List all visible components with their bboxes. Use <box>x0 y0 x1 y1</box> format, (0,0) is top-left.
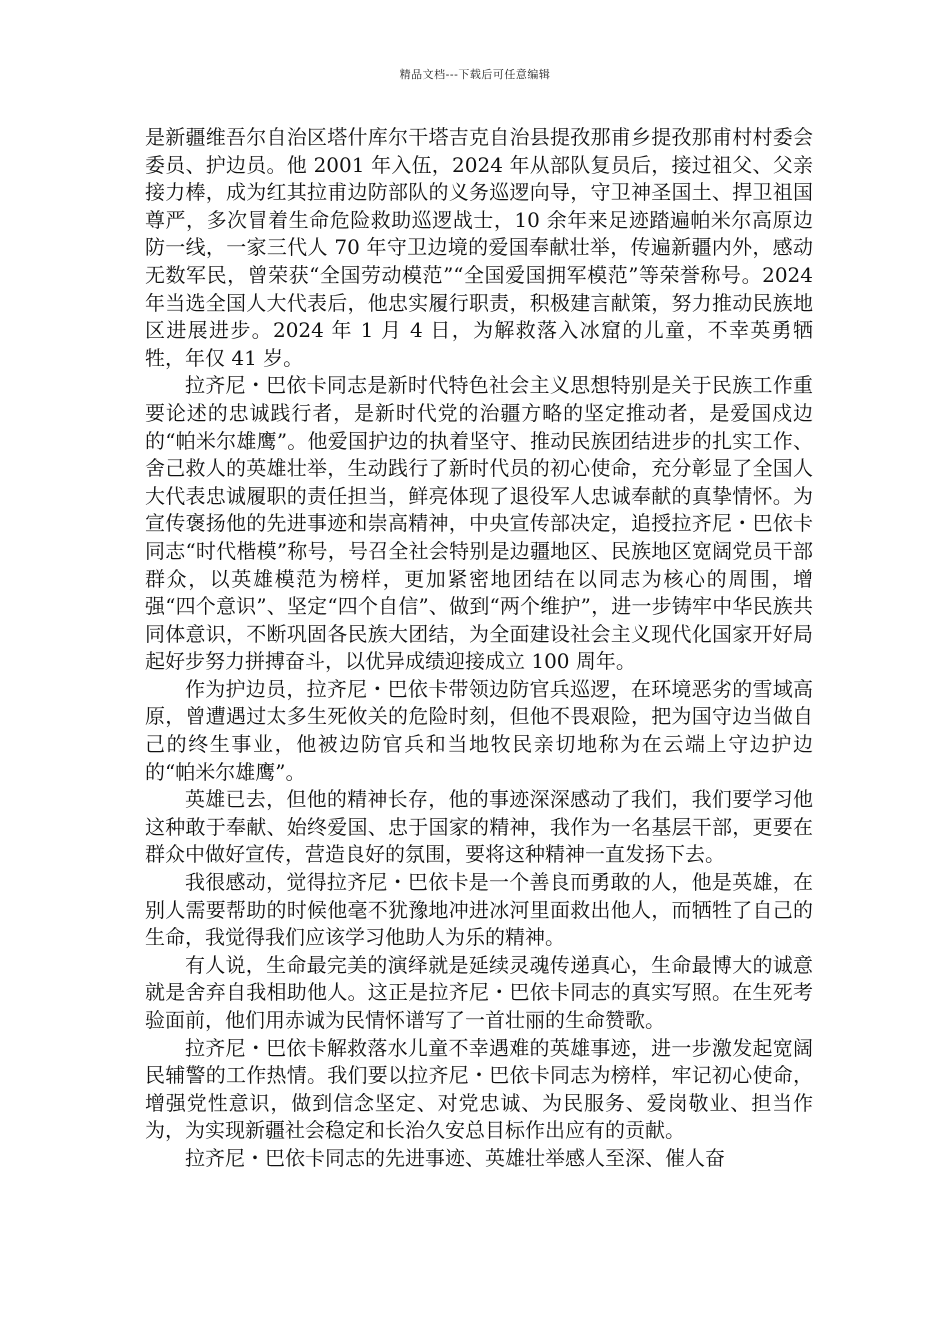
paragraph-2: 拉齐尼・巴依卡同志是新时代特色社会主义思想特别是关于民族工作重要论述的忠诚践行者，是新时代党的治疆方略的坚定推动者，是爱国戍边的“帕米尔雄鹰”。他爱国护边的执着坚守、推动民族团结进步的扎实工作、舍己救人的英雄壮举，生动践行了新时代员的初心使命，充分彰显了全国人大代表忠诚履职的责任担当，鲜亮体现了退役军人忠诚奉献的真挚情怀。为宣传褒扬他的先进事迹和崇高精神，中央宣传部决定，追授拉齐尼・巴依卡同志“时代楷模”称号，号召全社会特别是边疆地区、民族地区宽阔党员干部群众，以英雄模范为榜样，更加紧密地团结在以同志为核心的周围，增强“四个意识”、坚定“四个自信”、做到“两个维护”，进一步铸牢中华民族共同体意识，不断巩固各民族大团结，为全面建设社会主义现代化国家开好局起好步努力拼搏奋斗，以优异成绩迎接成立 100 周年。 <box>145 373 813 674</box>
page-header: 精品文档---下载后可任意编辑 <box>399 68 551 81</box>
paragraph-8: 拉齐尼・巴依卡同志的先进事迹、英雄壮举感人至深、催人奋 <box>185 1145 725 1170</box>
paragraph-3: 作为护边员，拉齐尼・巴依卡带领边防官兵巡逻，在环境恶劣的雪域高原，曾遭遇过太多生死攸关的危险时刻，但他不畏艰险，把为国守边当做自己的终生事业，他被边防官兵和当地牧民亲切地称为在云端上守边护边的“帕米尔雄鹰”。 <box>145 676 813 784</box>
paragraph-4: 英雄已去，但他的精神长存，他的事迹深深感动了我们，我们要学习他这种敢于奉献、始终爱国、忠于国家的精神，我作为一名基层干部，更要在群众中做好宣传，营造良好的氛围，要将这种精神一直发扬下去。 <box>145 787 813 867</box>
document-body <box>145 124 813 1173</box>
paragraph-1: 是新疆维吾尔自治区塔什库尔干塔吉克自治县提孜那甫乡提孜那甫村村委会委员、护边员。他 2001 年入伍，2024 年从部队复员后，接过祖父、父亲接力棒，成为红其拉甫边防部队的义务巡逻向导，守卫神圣国土、捍卫祖国尊严，多次冒着生命危险救助巡逻战士，10 余年来足迹踏遍帕米尔高原边防一线，一家三代人 70 年守卫边境的爱国奉献壮举，传遍新疆内外，感动无数军民，曾荣获“全国劳动模范”“全国爱国拥军模范”等荣誉称号。2024 年当选全国人大代表后，他忠实履行职责，积极建言献策，努力推动民族地区进展进步。2024 年 1 月 4 日，为解救落入冰窟的儿童，不幸英勇牺牲，年仅 41 岁。 <box>145 125 813 370</box>
paragraph-5: 我很感动，觉得拉齐尼・巴依卡是一个善良而勇敢的人，他是英雄，在别人需要帮助的时候他毫不犹豫地冲进冰河里面救出他人，而牺牲了自己的生命，我觉得我们应该学习他助人为乐的精神。 <box>145 870 813 950</box>
paragraph-6: 有人说，生命最完美的演绎就是延续灵魂传递真心，生命最博大的诚意就是舍弃自我相助他人。这正是拉齐尼・巴依卡同志的真实写照。在生死考验面前，他们用赤诚为民情怀谱写了一首壮丽的生命赞歌。 <box>145 952 813 1032</box>
paragraph-7: 拉齐尼・巴依卡解救落水儿童不幸遇难的英雄事迹，进一步激发起宽阔民辅警的工作热情。我们要以拉齐尼・巴依卡同志为榜样，牢记初心使命，增强党性意识，做到信念坚定、对党忠诚、为民服务、爱岗敬业、担当作为，为实现新疆社会稳定和长治久安总目标作出应有的贡献。 <box>145 1035 813 1143</box>
